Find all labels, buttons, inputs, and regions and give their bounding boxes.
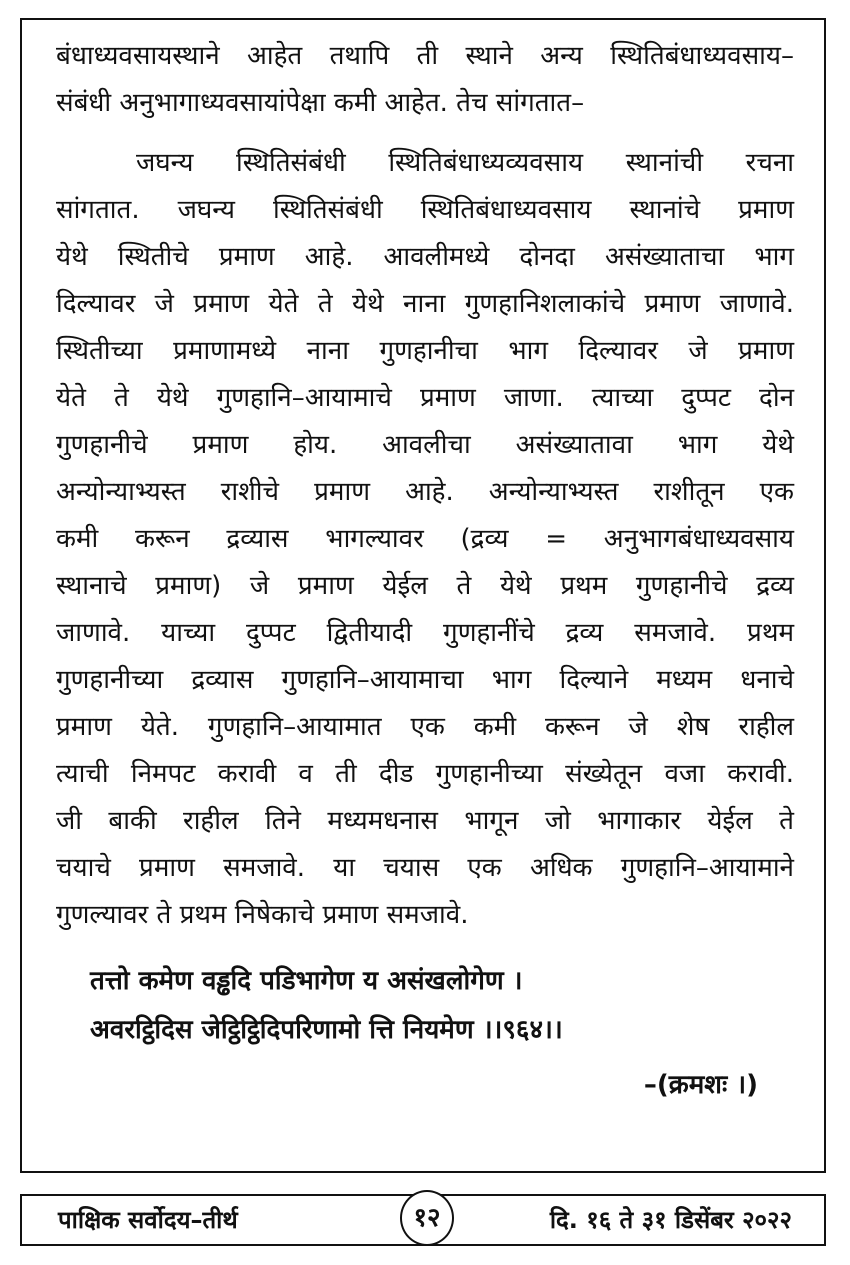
publication-name: पाक्षिक सर्वोदय–तीर्थ: [58, 1206, 238, 1234]
paragraph-line: गुणहानीच्या द्रव्यास गुणहानि–आयामाचा भाग दिल्याने मध्यम धनाचे: [56, 665, 794, 695]
paragraph-line: येते ते येथे गुणहानि–आयामाचे प्रमाण जाणा. त्याच्या दुप्पट दोन: [56, 383, 794, 413]
page-footer: [20, 1194, 826, 1246]
verse-line-2: अवरट्ठिदिस जेट्ठिट्ठिदिपरिणामो त्ति नियमेण ।।९६४।।: [90, 1015, 563, 1045]
paragraph-line: बंधाध्यवसायस्थाने आहेत तथापि ती स्थाने अन्य स्थितिबंधाध्यवसाय–: [56, 41, 794, 71]
paragraph-line: जी बाकी राहील तिने मध्यमधनास भागून जो भागाकार येईल ते: [56, 806, 794, 836]
page-number: १२: [400, 1190, 454, 1246]
paragraph-line: कमी करून द्रव्यास भागल्यावर (द्रव्य = अनुभागबंधाध्यवसाय: [56, 524, 794, 554]
paragraph-line: चयाचे प्रमाण समजावे. या चयास एक अधिक गुणहानि–आयामाने: [56, 853, 794, 883]
paragraph-line: स्थानाचे प्रमाण) जे प्रमाण येईल ते येथे प्रथम गुणहानीचे द्रव्य: [56, 571, 794, 601]
verse-line-1: तत्तो कमेण वड्ढदि पडिभागेण य असंखलोगेण ।: [90, 966, 523, 996]
paragraph-line: स्थितीच्या प्रमाणामध्ये नाना गुणहानीचा भाग दिल्यावर जे प्रमाण: [56, 336, 794, 366]
paragraph-line: दिल्यावर जे प्रमाण येते ते येथे नाना गुणहानिशलाकांचे प्रमाण जाणावे.: [56, 289, 794, 319]
paragraph-line: प्रमाण येते. गुणहानि–आयामात एक कमी करून जे शेष राहील: [56, 712, 794, 742]
paragraph-line: अन्योन्याभ्यस्त राशीचे प्रमाण आहे. अन्योन्याभ्यस्त राशीतून एक: [56, 477, 794, 507]
paragraph-line: संबंधी अनुभागाध्यवसायांपेक्षा कमी आहेत. तेच सांगतात–: [56, 88, 585, 118]
paragraph-line: जघन्य स्थितिसंबंधी स्थितिबंधाध्यव्यवसाय स्थानांची रचना: [136, 148, 794, 178]
continued-note: –(क्रमशः ।): [643, 1070, 758, 1100]
paragraph-line: गुणहानीचे प्रमाण होय. आवलीचा असंख्यातावा भाग येथे: [56, 430, 794, 460]
paragraph-line: सांगतात. जघन्य स्थितिसंबंधी स्थितिबंधाध्यवसाय स्थानांचे प्रमाण: [56, 195, 794, 225]
paragraph-line: जाणावे. याच्या दुप्पट द्वितीयादी गुणहानींचे द्रव्य समजावे. प्रथम: [56, 618, 794, 648]
paragraph-line: त्याची निमपट करावी व ती दीड गुणहानीच्या संख्येतून वजा करावी.: [56, 759, 794, 789]
paragraph-line: येथे स्थितीचे प्रमाण आहे. आवलीमध्ये दोनदा असंख्याताचा भाग: [56, 242, 794, 272]
paragraph-line: गुणल्यावर ते प्रथम निषेकाचे प्रमाण समजावे.: [56, 900, 469, 930]
issue-date: दि. १६ ते ३१ डिसेंबर २०२२: [549, 1206, 792, 1234]
